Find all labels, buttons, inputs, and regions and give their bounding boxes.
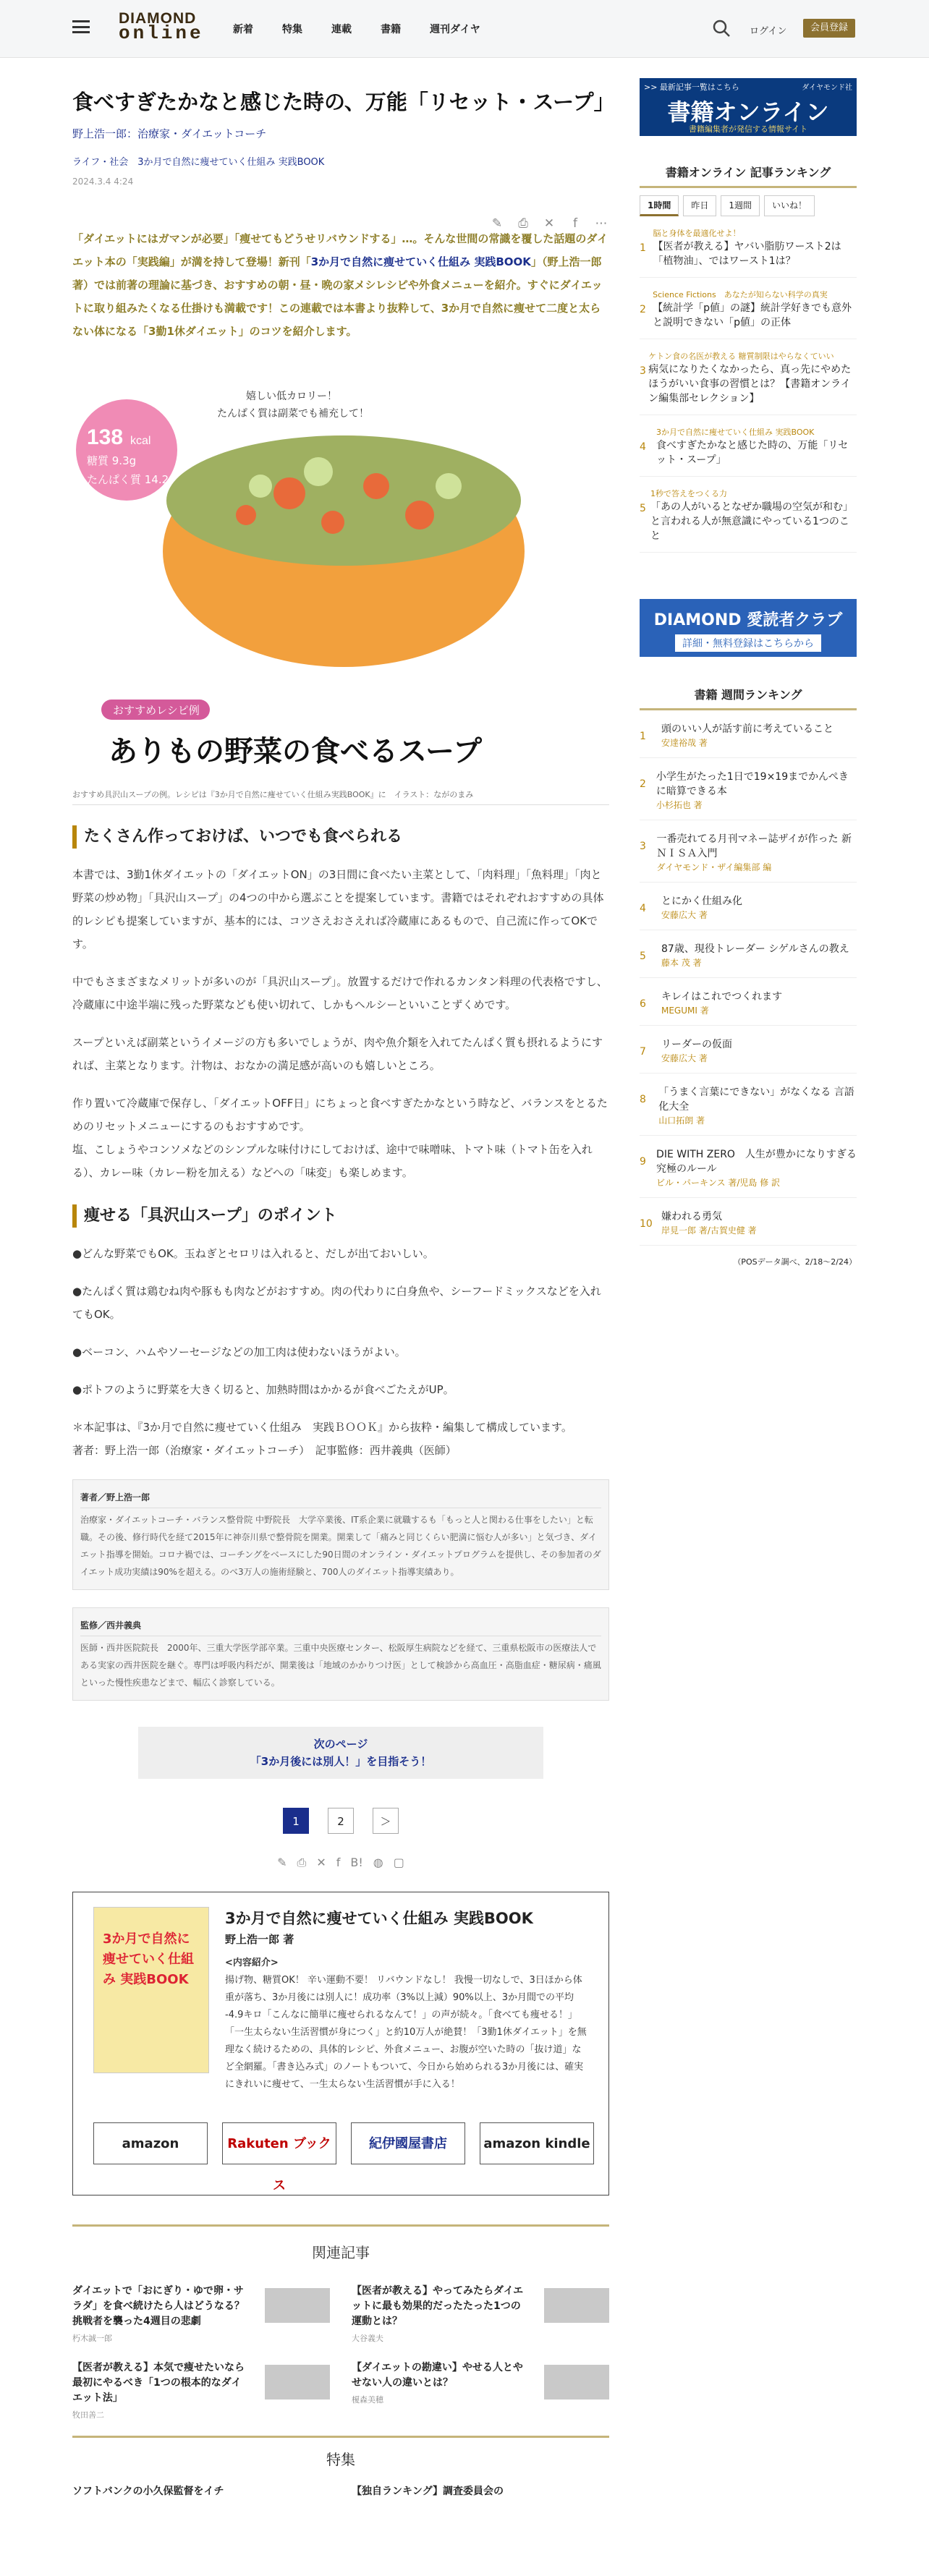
nav-books[interactable]: 書籍 — [381, 24, 401, 35]
clip-icon[interactable]: ✎ — [491, 216, 503, 231]
speech-1: 嬉しい低カロリー！ — [246, 391, 337, 402]
book-description: <内容紹介> 揚げ物、糖質OK！ 辛い運動不要！ リバウンドなし！ 我慢一切なしで、3日ほから体重が落ち、3か月後には別人に！成功率（3%以上減）90%以上、3か月間での平均 -4.9キロ「こんなに簡単に痩せられるなんて！」の声が続々。「食べても痩せる！」「一生太らない生活習慣が身につく」と約10万人が絶賛！「3勤1休ダイエット」を無理なく続けるための、具体的レシピ、外食メニュー、お腹が空いた時の「抜け道」など全網羅。「書き込み式」のノートもついて、今日から始められる3か月後には、確実にきれいに痩せて、一生太らない生活習慣が手に入る！ — [225, 1957, 587, 2090]
bullet-point: ●ベーコン、ハムやソーセージなどの加工肉は使わないほうがよい。 — [72, 1346, 406, 1359]
twitter-icon[interactable]: ✕ — [543, 216, 555, 231]
author-profile: 著者／野上浩一郎 治療家・ダイエットコーチ・バランス整骨院 中野院長 大学卒業後、IT系企業に就職するも「もっと人と関わる仕事をしたい」と転職。その後、修行時代を経て2015年に神奈川県で整骨院を開業。開業して「痛みと同じくらい肥満に悩む人が多い」と気づき、ダイエット指導を開始。コロナ禍では、コーチングをベースにした90日間のオンライン・ダイエットプログラムを提供し、その参加者のダイエット成功実績は90%を超える。のべ3万人の施術経験と、700人のダイエット指導実績あり。 — [72, 1479, 609, 1590]
clip-icon[interactable]: ✎ — [277, 1856, 287, 1869]
kinokuniya-button[interactable]: 紀伊國屋書店 — [351, 2122, 465, 2164]
next-page-link[interactable]: 次のページ 「3か月後には別人！」を目指そう！ — [138, 1727, 543, 1779]
facebook-icon[interactable]: f — [573, 216, 577, 231]
sidebar — [640, 78, 857, 1267]
related-item[interactable]: 【医者が教える】やってみたらダイエットに最も効果的だったたった1つの運動とは？ 大谷義夫 — [352, 2284, 609, 2342]
tab-likes[interactable]: いいね！ — [764, 195, 815, 216]
ranking-item[interactable]: 1 脳と身体を最適化せよ！ 【医者が教える】ヤバい脂肪ワースト2は「植物油」、ではワースト1は？ — [640, 228, 857, 278]
page-1[interactable]: 1 — [283, 1808, 309, 1834]
nav-weekly[interactable]: 週刊ダイヤ — [430, 24, 480, 35]
ranking-item[interactable]: 3 ケトン食の名医が教える 糖質制限はやらなくていい 病気になりたくなかったら、真っ先にやめたほうがいい食事の習慣とは？【書籍オンライン編集部セレクション】 — [640, 351, 857, 415]
hero-illustration — [72, 378, 609, 783]
article — [72, 87, 615, 2498]
thumbnail — [265, 2365, 330, 2399]
related-item[interactable]: ダイエットで「おにぎり・ゆで卵・サラダ」を食べ続けたら人はどうなる？挑戦者を襲った4週目の悲劇 朽木誠一郎 — [72, 2284, 330, 2342]
weekly-item[interactable]: 7 リーダーの仮面 安藤広大 著 — [640, 1037, 857, 1074]
amazon-button[interactable]: amazon — [93, 2122, 208, 2164]
search-icon[interactable] — [712, 19, 731, 38]
pagination — [72, 1808, 609, 1834]
weekly-item[interactable]: 2 小学生がたった1日で19×19までかんぺきに暗算できる本 小杉拓也 著 — [640, 770, 857, 820]
tab-week[interactable]: 1週間 — [721, 195, 760, 216]
site-logo[interactable]: DIAMOND online — [119, 10, 204, 44]
ranking-tabs — [640, 195, 857, 216]
share-bar-bottom — [72, 1856, 609, 1870]
ranking-source: （POSデータ調べ、2/18〜2/24） — [733, 1257, 857, 1267]
book-promo — [72, 1892, 609, 2195]
page-2[interactable]: 2 — [328, 1808, 354, 1834]
more-icon[interactable]: ⋯ — [595, 216, 608, 231]
supervisor-profile: 監修／西井義典 医師・西井医院院長 2000年、三重大学医学部卒業。三重中央医療センター、松阪厚生病院などを経て、三重県松阪市の医療法人である実家の西井医院を継ぐ。専門は呼吸内科だが、開業後は「地域のかかりつけ医」として検診から高血圧・高脂血症・糖尿病・痛風といった慢性疾患などまで、幅広く診察している。 — [72, 1607, 609, 1701]
image-caption: おすすめ具沢山スープの例。レシピは『3か月で自然に痩せていく仕組み実践BOOK』に イラスト：ながのまみ — [72, 784, 609, 805]
credit-note: 著者：野上浩一郎（治療家・ダイエットコーチ） 記事監修：西井義典（医師） — [72, 1444, 457, 1457]
line-icon[interactable]: ◍ — [373, 1856, 383, 1869]
login-link[interactable]: ログイン — [750, 26, 787, 37]
nav-feature[interactable]: 特集 — [282, 24, 302, 35]
paragraph: 中でもさまざまなメリットが多いのが「具沢山スープ」。放置するだけで作れるカンタン料理の代表格ですし、冷蔵庫に中途半端に残った野菜なども使い切れて、しかもヘルシーといいことずくめです。 — [72, 975, 608, 1011]
source-note: ＊本記事は、『3か月で自然に痩せていく仕組み 実践ＢＯＯＫ』から抜粋・編集して構成しています。 — [72, 1421, 572, 1434]
thumbnail — [265, 2288, 330, 2323]
readers-club-banner[interactable]: DIAMOND 愛読者クラブ 詳細・無料登録はこちらから — [640, 599, 857, 657]
book-link[interactable]: 3か月で自然に痩せていく仕組み 実践BOOK — [310, 255, 531, 268]
ranking-title: 書籍オンライン 記事ランキング — [640, 163, 857, 188]
book-cover[interactable]: 3か月で自然に痩せていく仕組み 実践BOOK — [93, 1907, 209, 2073]
weekly-item[interactable]: 9 DIE WITH ZERO 人生が豊かになりすぎる究極のルール ビル・パーキンス 著/児島 修 訳 — [640, 1147, 857, 1198]
lead-text: 「ダイエットにはガマンが必要」「痩せてもどうせリバウンドする」…。そんな世間の常識を覆した話題のダイエット本の「実践編」が満を持して登場！新刊「3か月で自然に痩せていく仕組み 実践BOOK」（野上浩一郎著）では前著の理論に基づき、おすすめの朝・昼・晩の家メシレシピや外食メニューを紹介。すぐにダイエットに取り組みたくなる仕掛けも満載です！この連載では本書より抜粋して、3か月で自然に痩せて二度と太らない体になる「3勤1休ダイエット」のコツを紹介します。 — [72, 232, 608, 338]
paragraph: 作り置いて冷蔵庫で保存し、「ダイエットOFF日」にちょっと食べすぎたかなという時など、バランスをとるためのリセットメニューにするのもおすすめです。 — [72, 1097, 608, 1133]
share-bar — [489, 216, 609, 231]
pocket-icon[interactable]: ▢ — [393, 1856, 404, 1869]
bullet-point: ●ポトフのように野菜を大きく切ると、加熱時間はかかるが食べごたえがUP。 — [72, 1383, 454, 1396]
site-header — [0, 0, 929, 58]
category-links[interactable]: ライフ・社会 3か月で自然に痩せていく仕組み 実践BOOK — [72, 157, 325, 168]
store-links — [93, 2122, 594, 2193]
thumbnail — [544, 2288, 609, 2323]
thumbnail — [544, 2365, 609, 2399]
ranking-item[interactable]: 5 1秒で答えをつくる力 「あの人がいるとなぜか職場の空気が和む」と言われる人が無意識にやっている1つのこと — [640, 488, 857, 553]
related-title: 関連記事 — [312, 2244, 370, 2261]
hatena-icon[interactable]: B! — [350, 1856, 363, 1869]
related-item[interactable]: 【ダイエットの勘違い】やせる人とやせない人の違いとは？ 榎森美穂 — [352, 2360, 609, 2418]
kcal-value: 138 — [87, 425, 124, 449]
tab-yesterday[interactable]: 昨日 — [683, 195, 716, 216]
tab-1hour[interactable]: 1時間 — [640, 195, 679, 216]
publish-date: 2024.3.4 4:24 — [72, 177, 134, 187]
recipe-tag: おすすめレシピ例 — [113, 704, 200, 717]
soup-illustration — [72, 378, 609, 783]
nav-new[interactable]: 新着 — [233, 24, 253, 35]
feature-item[interactable]: 【独自ランキング】調査委員会の — [352, 2486, 504, 2497]
next-page-icon[interactable]: ＞ — [373, 1808, 399, 1834]
weekly-item[interactable]: 1 頭のいい人が話す前に考えていること 安達裕哉 著 — [640, 722, 857, 758]
kindle-button[interactable]: amazon kindle — [480, 2122, 594, 2164]
kcal-unit: kcal — [130, 435, 151, 447]
weekly-item[interactable]: 6 キレイはこれでつくれます MEGUMI 著 — [640, 990, 857, 1026]
bullet-point: ●たんぱく質は鶏むね肉や豚もも肉などがおすすめ。肉の代わりに白身魚や、シーフードミックスなどを入れてもOK。 — [72, 1285, 601, 1321]
feature-heading: 特集 — [72, 2436, 609, 2469]
facebook-icon[interactable]: f — [336, 1856, 341, 1869]
weekly-item[interactable]: 5 87歳、現役トレーダー シゲルさんの教え 藤本 茂 著 — [640, 942, 857, 978]
menu-icon[interactable] — [72, 20, 90, 33]
weekly-item[interactable]: 3 一番売れてる月刊マネー誌ザイが作った 新ＮＩＳＡ入門 ダイヤモンド・ザイ編集部 編 — [640, 832, 857, 883]
nav-series[interactable]: 連載 — [331, 24, 352, 35]
ranking-item[interactable]: 2 Science Fictions あなたが知らない科学の真実 【統計学「p値」の謎】統計学好きでも意外と説明できない「p値」の正体 — [640, 289, 857, 339]
weekly-item[interactable]: 10 嫌われる勇気 岸見一郎 著/古賀史健 著 — [640, 1210, 857, 1246]
weekly-item[interactable]: 4 とにかく仕組み化 安藤広大 著 — [640, 894, 857, 930]
section-heading-1: たくさん作っておけば、いつでも食べられる — [72, 825, 609, 849]
author-link[interactable]: 野上浩一郎：治療家・ダイエットコーチ — [72, 127, 267, 140]
related-item[interactable]: 【医者が教える】本気で痩せたいなら最初にやるべき「1つの根本的なダイエット法」 牧田善二 — [72, 2360, 330, 2418]
ranking-item[interactable]: 4 3か月で自然に痩せていく仕組み 実践BOOK 食べすぎたかなと感じた時の、万能「リセット・スープ」 — [640, 427, 857, 477]
book-author: 野上浩一郎 著 — [225, 1933, 294, 1946]
top-nav — [233, 22, 509, 36]
weekly-ranking-title: 書籍 週間ランキング — [640, 686, 857, 710]
page-title: 食べすぎたかなと感じた時の、万能「リセット・スープ」 — [72, 90, 615, 114]
twitter-icon[interactable]: ✕ — [316, 1856, 326, 1869]
carb-label: 糖質 9.3g — [87, 454, 137, 467]
print-icon[interactable]: ⎙ — [297, 1856, 307, 1869]
section-heading-2: 痩せる「具沢山スープ」のポイント — [72, 1204, 609, 1228]
dish-name: ありもの野菜の食べるスープ — [109, 735, 482, 768]
related-articles — [72, 2224, 609, 2418]
print-icon[interactable]: ⎙ — [518, 216, 528, 231]
protein-label: たんぱく質 14.2g — [87, 473, 176, 486]
feature-item[interactable]: ソフトバンクの小久保監督をイチ — [72, 2486, 224, 2497]
paragraph: 本書では、3勤1休ダイエットの「ダイエットON」の3日間に食べたい主菜として、「肉料理」「魚料理」「肉と野菜の炒め物」「具沢山スープ」の4つの中から選ぶことを提案しています。書籍ではそれぞれおすすめの具体的レシピも提案していますが、基本的には、コツさえおさえれば冷蔵庫にあるもので、自己流に作ってOKです。 — [72, 868, 604, 951]
paragraph: スープといえば副菜というイメージの方も多いでしょうが、肉や魚介類を入れてたんぱく質も摂れるようにすれば、主菜となります。汁物は、おなかの満足感が高いのも嬉しいところ。 — [72, 1036, 603, 1072]
register-button[interactable]: 会員登録 — [803, 19, 855, 38]
feature-list — [72, 2483, 609, 2498]
rakuten-button[interactable]: Rakuten ブックス — [222, 2122, 336, 2164]
weekly-item[interactable]: 8 「うまく言葉にできない」がなくなる 言語化大全 山口拓朗 著 — [640, 1085, 857, 1136]
paragraph: 塩、こしょうやコンソメなどのシンプルな味付けにしておけば、途中で味噌味、トマト味（トマト缶を入れる）、カレー味（カレー粉を加える）などへの「味変」も楽しめます。 — [72, 1143, 593, 1179]
books-online-banner[interactable]: >> 最新記事一覧はこちら ダイヤモンド社 書籍オンライン 書籍編集者が発信する情報サイト — [640, 78, 857, 136]
book-title[interactable]: 3か月で自然に痩せていく仕組み 実践BOOK — [225, 1910, 533, 1927]
bullet-point: ●どんな野菜でもOK。玉ねぎとセロリは入れると、だしが出ておいしい。 — [72, 1247, 434, 1260]
speech-2: たんぱく質は副菜でも補充して！ — [217, 408, 369, 420]
